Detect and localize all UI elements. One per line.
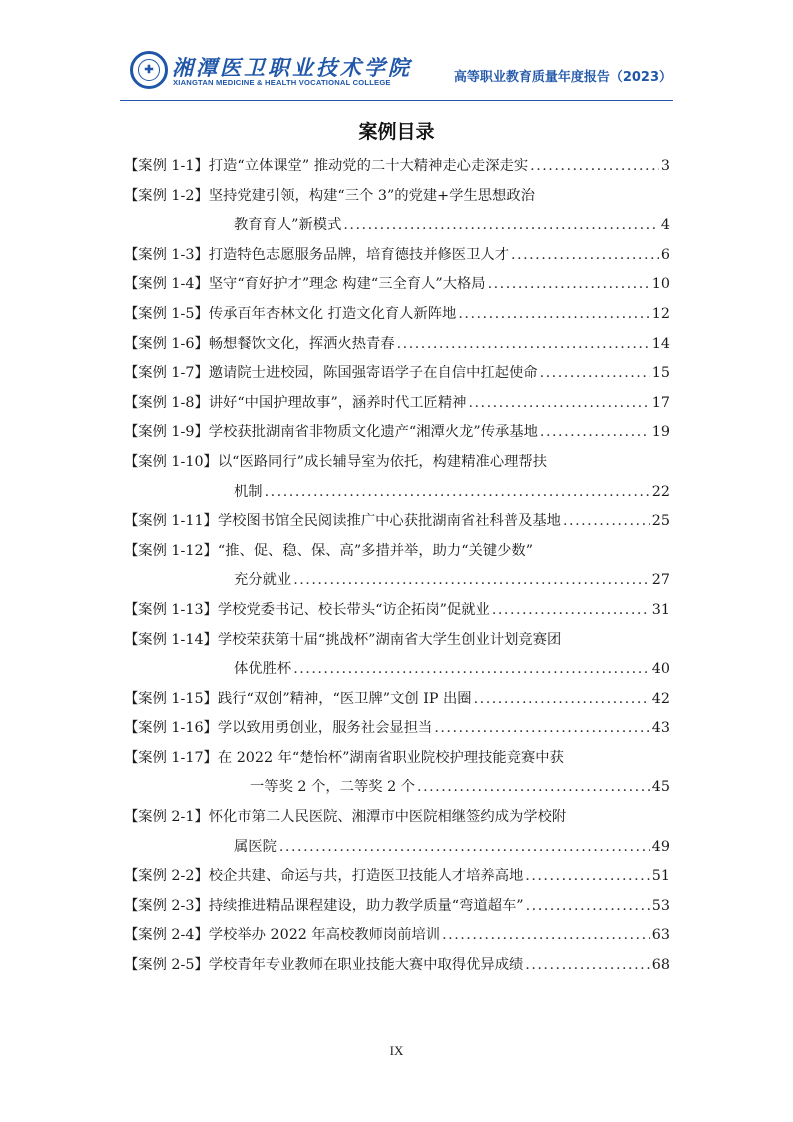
toc-page-number: 27 (651, 572, 670, 589)
toc-entry[interactable] (124, 626, 670, 685)
table-of-contents (124, 152, 670, 981)
toc-title: 案例目录 (358, 121, 435, 143)
toc-page-number: 10 (651, 276, 670, 293)
dot-leader (434, 714, 649, 744)
toc-entry-label: 【案例 1-5】 (124, 305, 209, 322)
toc-page-number: 51 (651, 868, 670, 885)
toc-entry[interactable] (124, 921, 670, 951)
dot-leader (474, 685, 650, 715)
toc-entry[interactable] (124, 359, 670, 389)
toc-page-number: 53 (651, 897, 670, 914)
dot-leader (458, 300, 649, 330)
toc-entry[interactable] (124, 241, 670, 271)
toc-entry-title: 学校青年专业教师在职业技能大赛中取得优异成绩 (208, 957, 524, 974)
toc-entry-label: 【案例 1-9】 (124, 424, 209, 441)
dot-leader (488, 270, 650, 300)
toc-page-number: 40 (651, 661, 670, 678)
toc-entry[interactable] (124, 596, 670, 626)
toc-entry-label: 【案例 1-14】 (124, 631, 218, 648)
toc-entry-label: 【案例 2-1】 (124, 809, 209, 826)
dot-leader (397, 330, 650, 360)
toc-entry-label: 【案例 1-4】 (124, 276, 209, 293)
dot-leader (540, 418, 650, 448)
toc-entry-title: 传承百年杏林文化 打造文化育人新阵地 (208, 305, 457, 322)
toc-page-number: 6 (660, 246, 670, 263)
toc-entry-title: 畅想餐饮文化，挥洒火热青春 (208, 335, 395, 352)
toc-entry-title: 邀请院士进校园，陈国强寄语学子在自信中扛起使命 (208, 365, 538, 382)
toc-entry-title: 践行“双创”精神，“医卫牌”文创 IP 出圈 (217, 690, 472, 707)
dot-leader (525, 862, 650, 892)
toc-entry[interactable] (124, 152, 670, 182)
toc-entry-title: 属医院 (234, 838, 277, 855)
toc-entry-label: 【案例 1-12】 (124, 542, 218, 559)
dot-leader (526, 892, 650, 922)
page-header (0, 0, 793, 104)
toc-entry[interactable] (124, 537, 670, 596)
dot-leader (293, 655, 650, 685)
dot-leader (525, 951, 650, 981)
toc-entry-label: 【案例 1-10】 (124, 453, 218, 470)
toc-page-number: 19 (651, 424, 670, 441)
toc-page-number: 43 (651, 720, 670, 737)
dot-leader (511, 241, 659, 271)
toc-entry-title: 学校荣获第十届“挑战杯”湖南省大学生创业计划竞赛团 (217, 631, 562, 648)
toc-entry-title: 打造“立体课堂” 推动党的二十大精神走心走深走实 (208, 158, 529, 174)
toc-entry-label: 【案例 1-3】 (124, 246, 209, 263)
toc-entry-label: 【案例 1-7】 (124, 365, 209, 382)
toc-entry-title: 学校举办 2022 年高校教师岗前培训 (208, 927, 441, 944)
page-number: IX (389, 1043, 404, 1058)
toc-entry[interactable] (124, 685, 670, 715)
toc-entry-title: 机制 (234, 483, 263, 500)
toc-page-number: 68 (651, 957, 670, 974)
toc-entry-title: 充分就业 (234, 572, 292, 589)
toc-entry[interactable] (124, 182, 670, 241)
toc-page-number: 14 (651, 335, 670, 352)
toc-entry[interactable] (124, 892, 670, 922)
toc-entry-title: 学校党委书记、校长带头“访企拓岗”促就业 (217, 601, 490, 618)
dot-leader (293, 566, 650, 596)
toc-entry-label: 【案例 1-13】 (124, 601, 218, 618)
toc-entry[interactable] (124, 448, 670, 507)
toc-entry-label: 【案例 1-16】 (124, 720, 218, 737)
toc-entry[interactable] (124, 507, 670, 537)
toc-page-number: 49 (651, 838, 670, 855)
dot-leader (492, 596, 650, 626)
toc-entry-label: 【案例 1-15】 (124, 690, 218, 707)
toc-page-number: 3 (660, 158, 670, 174)
toc-page-number: 25 (651, 513, 670, 530)
toc-entry-title: 持续推进精品课程建设，助力教学质量“弯道超车” (208, 897, 524, 914)
toc-entry-label: 【案例 1-2】 (124, 187, 209, 204)
dot-leader (468, 389, 649, 419)
toc-entry-label: 【案例 1-17】 (124, 749, 218, 766)
toc-entry-label: 【案例 2-3】 (124, 897, 209, 914)
toc-entry-label: 【案例 2-4】 (124, 927, 209, 944)
toc-entry-title: 打造特色志愿服务品牌，培育德技并修医卫人才 (208, 246, 509, 263)
header-divider (120, 100, 673, 101)
toc-page-number: 15 (651, 365, 670, 382)
college-name-en: XIANGTAN MEDICINE & HEALTH VOCATIONAL COLLEGE (173, 78, 391, 87)
toc-entry[interactable] (124, 803, 670, 862)
dot-leader (279, 833, 650, 863)
toc-page-number: 45 (651, 779, 670, 796)
toc-entry-label: 【案例 2-2】 (124, 868, 209, 885)
college-emblem-icon: ✚ (130, 51, 168, 89)
toc-entry-title: 一等奖 2 个，二等奖 2 个 (250, 779, 416, 796)
dot-leader (417, 773, 650, 803)
toc-entry-title: 坚守“育好护才”理念 构建“三全育人”大格局 (208, 276, 486, 293)
toc-page-number: 4 (660, 217, 670, 234)
toc-entry-title: 怀化市第二人民医院、湘潭市中医院相继签约成为学校附 (208, 809, 567, 826)
toc-entry-title: 学校获批湖南省非物质文化遗产“湘潭火龙”传承基地 (208, 424, 538, 441)
toc-entry[interactable] (124, 862, 670, 892)
toc-entry-label: 【案例 1-11】 (124, 513, 218, 530)
dot-leader (563, 507, 650, 537)
toc-page-number: 22 (651, 483, 670, 500)
toc-page-number: 63 (651, 927, 670, 944)
toc-page-number: 17 (651, 394, 670, 411)
college-name: 湘潭医卫职业技术学院 (172, 55, 412, 80)
toc-entry-title: 以“医路同行”成长辅导室为依托，构建精准心理帮扶 (217, 453, 548, 470)
toc-entry-title: 教育育人”新模式 (234, 217, 342, 234)
toc-entry[interactable] (124, 300, 670, 330)
toc-page-number: 12 (651, 305, 670, 322)
toc-entry-label: 【案例 2-5】 (124, 957, 209, 974)
dot-leader (265, 478, 650, 508)
toc-entry-label: 【案例 1-8】 (124, 394, 209, 411)
toc-entry-title: 体优胜杯 (234, 661, 292, 678)
dot-leader (530, 152, 659, 182)
toc-entry[interactable] (124, 389, 670, 419)
toc-entry-title: 学校图书馆全民阅读推广中心获批湖南省社科普及基地 (217, 513, 561, 530)
dot-leader (343, 211, 659, 241)
toc-entry-title: 讲好“中国护理故事”，涵养时代工匠精神 (208, 394, 467, 411)
toc-entry-title: 校企共建、命运与共，打造医卫技能人才培养高地 (208, 868, 524, 885)
toc-entry[interactable] (124, 744, 670, 803)
toc-entry-title: 在 2022 年“楚怡杯”湖南省职业院校护理技能竞赛中获 (217, 749, 564, 766)
toc-entry-title: 坚持党建引领，构建“三个 3”的党建+学生思想政治 (208, 187, 535, 204)
toc-entry[interactable] (124, 418, 670, 448)
report-title: 高等职业教育质量年度报告（2023） (453, 70, 672, 85)
toc-entry-label: 【案例 1-6】 (124, 335, 209, 352)
toc-entry[interactable] (124, 330, 670, 360)
toc-entry[interactable] (124, 714, 670, 744)
toc-entry[interactable] (124, 951, 670, 981)
dot-leader (540, 359, 650, 389)
toc-entry-title: “推、促、稳、保、高”多措并举，助力“关键少数” (217, 542, 534, 559)
toc-page-number: 31 (651, 601, 670, 618)
dot-leader (442, 921, 650, 951)
toc-entry-label: 【案例 1-1】 (124, 158, 209, 174)
toc-page-number: 42 (651, 690, 670, 707)
toc-entry-title: 学以致用勇创业，服务社会显担当 (217, 720, 433, 737)
toc-entry[interactable] (124, 270, 670, 300)
